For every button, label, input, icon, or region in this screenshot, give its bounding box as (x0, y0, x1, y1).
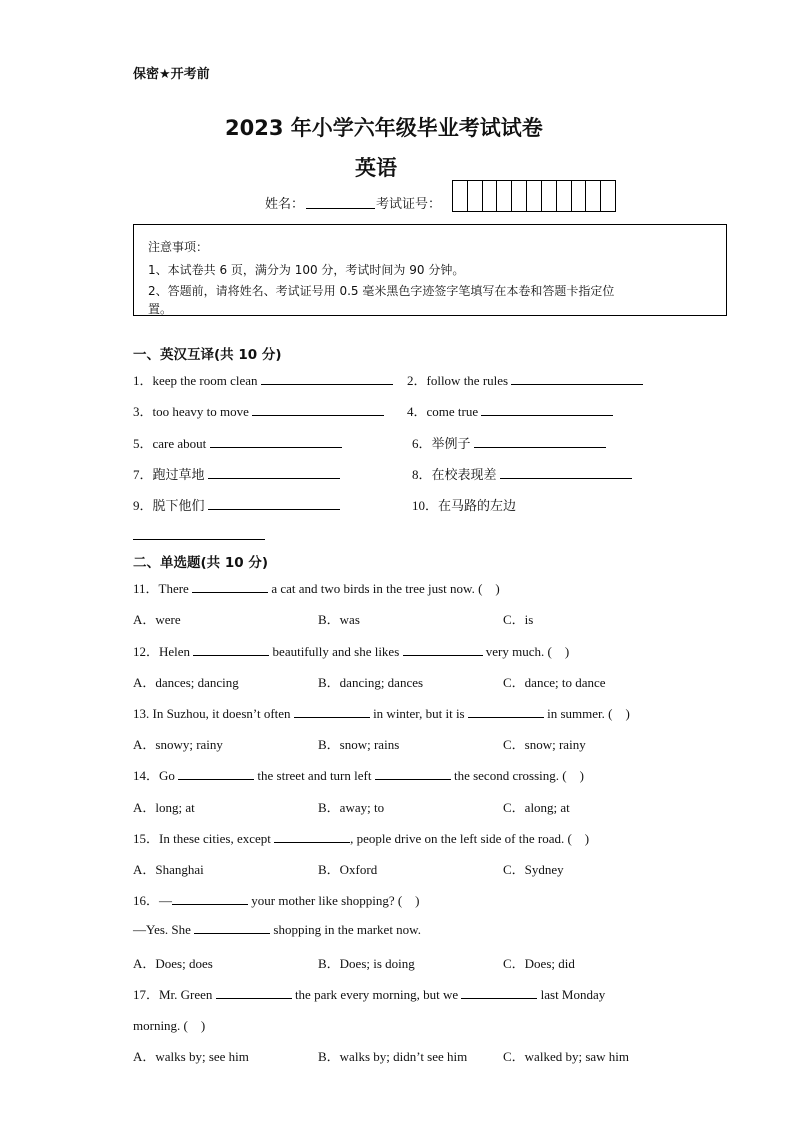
answer-blank[interactable] (468, 705, 544, 718)
translation-item: 10．在马路的左边 (412, 498, 517, 513)
id-number-boxes[interactable] (452, 180, 616, 212)
option-a[interactable]: A．long; at (133, 800, 195, 815)
id-label: 考试证号： (376, 197, 442, 212)
option-a[interactable]: A．walks by; see him (133, 1049, 249, 1064)
option-a[interactable]: A．were (133, 612, 181, 627)
translation-item: 1．keep the room clean (133, 370, 393, 389)
name-field[interactable] (306, 208, 375, 209)
translation-item: 5．care about (133, 433, 342, 452)
confidential-mark: 保密★开考前 (133, 66, 210, 81)
answer-blank[interactable] (461, 986, 537, 999)
question-16: 16．— your mother like shopping? ( ) (133, 893, 420, 908)
question-12: 12．Helen beautifully and she likes very much. ( ) (133, 644, 570, 659)
answer-blank[interactable] (481, 403, 613, 416)
option-a[interactable]: A．Shanghai (133, 862, 204, 877)
question-13: 13. In Suzhou, it doesn’t often in winter, but it is in summer. ( ) (133, 706, 630, 721)
option-c[interactable]: C．dance; to dance (503, 675, 606, 690)
answer-blank[interactable] (194, 921, 270, 934)
section-title: 一、英汉互译(共 10 分) (133, 347, 282, 363)
option-c[interactable]: C．along; at (503, 800, 570, 815)
question-17-cont: morning. ( ) (133, 1018, 206, 1033)
answer-blank[interactable] (261, 372, 393, 385)
notice-box (133, 224, 727, 316)
answer-blank[interactable] (172, 892, 248, 905)
question-15: 15．In these cities, except , people drive on the left side of the road. ( ) (133, 831, 590, 846)
question-14: 14．Go the street and turn left the second crossing. ( ) (133, 768, 584, 783)
option-b[interactable]: B．Does; is doing (318, 956, 415, 971)
question-17: 17．Mr. Green the park every morning, but we last Monday (133, 987, 606, 1002)
notice-line: 2、答题前，请将姓名、考试证号用 0.5 毫米黑色字迹签字笔填写在本卷和答题卡指定位 (148, 284, 615, 298)
option-c[interactable]: C．snow; rainy (503, 737, 586, 752)
option-a[interactable]: A．Does; does (133, 956, 213, 971)
translation-item: 9．脱下他们 (133, 495, 340, 514)
answer-blank[interactable] (208, 466, 340, 479)
answer-blank[interactable] (208, 497, 340, 510)
answer-blank[interactable] (274, 830, 350, 843)
answer-blank[interactable] (474, 435, 606, 448)
notice-line: 1、本试卷共 6 页，满分为 100 分，考试时间为 90 分钟。 (148, 263, 465, 277)
translation-item: 3．too heavy to move (133, 401, 384, 420)
translation-item: 6．举例子 (412, 433, 606, 452)
subject-title: 英语 (355, 156, 397, 180)
option-c[interactable]: C．Does; did (503, 956, 575, 971)
section-title: 二、单选题(共 10 分) (133, 555, 269, 571)
exam-title: 2023 年小学六年级毕业考试试卷 (225, 116, 543, 140)
answer-blank[interactable] (403, 643, 483, 656)
answer-blank[interactable] (133, 539, 265, 540)
notice-heading: 注意事项： (148, 240, 209, 254)
answer-blank[interactable] (252, 403, 384, 416)
answer-blank[interactable] (375, 767, 451, 780)
option-b[interactable]: B．snow; rains (318, 737, 400, 752)
translation-item: 2．follow the rules (407, 370, 643, 389)
option-b[interactable]: B．was (318, 612, 360, 627)
translation-item: 7．跑过草地 (133, 464, 340, 483)
answer-blank[interactable] (500, 466, 632, 479)
option-a[interactable]: A．dances; dancing (133, 675, 239, 690)
answer-blank[interactable] (294, 705, 370, 718)
question-11: 11．There a cat and two birds in the tree just now. ( ) (133, 581, 500, 596)
option-c[interactable]: C．Sydney (503, 862, 564, 877)
translation-item: 4．come true (407, 401, 613, 420)
option-b[interactable]: B．away; to (318, 800, 385, 815)
notice-line: 置。 (148, 302, 173, 316)
option-b[interactable]: B．walks by; didn’t see him (318, 1049, 468, 1064)
option-a[interactable]: A．snowy; rainy (133, 737, 223, 752)
option-c[interactable]: C．is (503, 612, 534, 627)
name-label: 姓名： (265, 197, 305, 212)
answer-blank[interactable] (178, 767, 254, 780)
answer-blank[interactable] (511, 372, 643, 385)
question-16-reply: —Yes. She shopping in the market now. (133, 922, 421, 937)
option-b[interactable]: B．dancing; dances (318, 675, 424, 690)
answer-blank[interactable] (192, 580, 268, 593)
option-b[interactable]: B．Oxford (318, 862, 378, 877)
answer-blank[interactable] (193, 643, 269, 656)
option-c[interactable]: C．walked by; saw him (503, 1049, 630, 1064)
answer-blank[interactable] (210, 435, 342, 448)
answer-blank[interactable] (216, 986, 292, 999)
translation-item: 8．在校表现差 (412, 464, 632, 483)
